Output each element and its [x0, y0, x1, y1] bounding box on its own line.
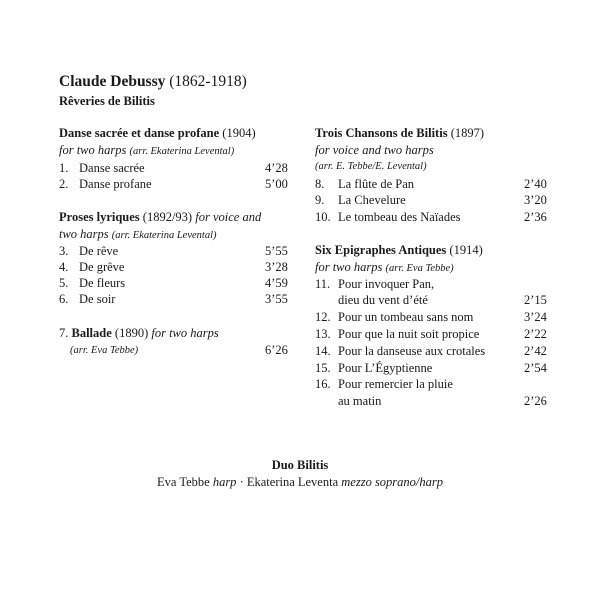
track-number: 7.	[59, 326, 69, 340]
track-row	[315, 193, 547, 208]
track-row	[315, 277, 435, 292]
track-number: 4.	[59, 260, 69, 274]
track-row	[315, 210, 547, 225]
work-name: Proses lyriques	[59, 210, 140, 224]
instrumentation: for voice and	[195, 210, 262, 224]
separator: ·	[239, 475, 244, 489]
composer-dates: (1862-1918)	[169, 73, 247, 90]
track-title-cont: au matin	[338, 394, 382, 408]
track-title-cont: dieu du vent d’été	[338, 293, 428, 307]
track-row	[59, 276, 288, 291]
arranger: (arr. E. Tebbe/E. Levental)	[315, 161, 427, 172]
arranger: (arr. Ekaterina Levental)	[111, 230, 217, 241]
performer-name: Eva Tebbe	[156, 475, 210, 489]
track-title: Pour invoquer Pan,	[338, 277, 435, 291]
work-instrumentation	[315, 260, 454, 275]
ensemble-name	[0, 458, 600, 473]
track-title: Danse profane	[79, 177, 152, 191]
composer-name: Claude Debussy	[59, 73, 166, 90]
track-title: De rêve	[79, 244, 119, 258]
arranger: (arr. Ekaterina Levental)	[129, 146, 235, 157]
track-row	[315, 361, 547, 376]
track-row	[59, 244, 288, 259]
work-name: Trois Chansons de Bilitis	[315, 126, 448, 140]
track-duration: 4’28	[265, 161, 288, 175]
track-number: 1.	[59, 161, 69, 175]
work-title-proses	[59, 210, 261, 225]
track-row	[59, 260, 288, 275]
track-number: 6.	[59, 292, 69, 306]
track-number: 10.	[315, 210, 331, 224]
track-number: 13.	[315, 327, 331, 341]
track-duration: 3’28	[265, 260, 288, 274]
track-number: 8.	[315, 177, 325, 191]
track-title: Pour que la nuit soit propice	[338, 327, 480, 341]
performers-line	[0, 475, 600, 490]
track-number: 2.	[59, 177, 69, 191]
instrumentation: for two harps	[59, 143, 127, 157]
track-number: 11.	[315, 277, 331, 291]
instrumentation: for two harps	[315, 260, 383, 274]
track-duration: 3’24	[524, 310, 547, 324]
work-name: Ballade	[71, 326, 112, 340]
instrumentation-cont: two harps	[59, 227, 109, 241]
work-year: (1914)	[449, 243, 483, 257]
track-row	[59, 161, 288, 176]
track-title: Pour L’Égyptienne	[338, 361, 433, 375]
track-title: Pour la danseuse aux crotales	[338, 344, 486, 358]
arranger: (arr. Eva Tebbe)	[70, 345, 139, 356]
work-title-danse	[59, 126, 256, 141]
track-row	[315, 310, 547, 325]
work-name: Danse sacrée et danse profane	[59, 126, 220, 140]
track-row	[315, 177, 547, 192]
track-number: 5.	[59, 276, 69, 290]
performer-instrument: harp	[212, 475, 237, 489]
track-title: Danse sacrée	[79, 161, 145, 175]
work-year: (1890)	[114, 326, 149, 340]
track-title: De grêve	[79, 260, 125, 274]
arranger: (arr. Eva Tebbe)	[385, 263, 454, 274]
track-number: 16.	[315, 377, 331, 391]
track-duration: 2’26	[524, 394, 547, 408]
track-duration: 2’15	[524, 293, 547, 307]
work-title-ballade	[59, 326, 219, 341]
track-duration: 6’26	[265, 343, 288, 357]
work-year: (1904)	[222, 126, 256, 140]
track-row	[315, 327, 547, 342]
track-row	[59, 177, 288, 192]
instrumentation: for voice and two harps	[315, 143, 434, 157]
work-instrumentation	[59, 227, 216, 242]
work-name: Six Epigraphes Antiques	[315, 243, 447, 257]
track-row	[315, 344, 547, 359]
track-title: La Chevelure	[338, 193, 406, 207]
track-title: Le tombeau des Naïades	[338, 210, 461, 224]
performer-name: Ekaterina Leventa	[246, 475, 339, 489]
track-title: De soir	[79, 292, 116, 306]
collection-title: Rêveries de Bilitis	[59, 94, 155, 108]
track-duration: 5’55	[265, 244, 288, 258]
track-title: Pour un tombeau sans nom	[338, 310, 474, 324]
track-duration: 3’20	[524, 193, 547, 207]
track-duration: 2’40	[524, 177, 547, 191]
track-title: Pour remercier la pluie	[338, 377, 453, 391]
track-duration: 3’55	[265, 292, 288, 306]
work-instrumentation	[59, 143, 234, 158]
track-title: De fleurs	[79, 276, 126, 290]
track-row	[59, 292, 288, 307]
track-duration: 2’54	[524, 361, 547, 375]
track-duration: 2’22	[524, 327, 547, 341]
track-number: 12.	[315, 310, 331, 324]
work-title-chansons	[315, 126, 484, 141]
track-duration: 2’36	[524, 210, 547, 224]
track-number: 15.	[315, 361, 331, 375]
work-title-epigraphes	[315, 243, 483, 258]
instrumentation: for two harps	[151, 326, 219, 340]
work-year: (1897)	[450, 126, 485, 140]
ensemble-title: Duo Bilitis	[271, 458, 329, 472]
track-number: 3.	[59, 244, 69, 258]
composer-line	[59, 73, 247, 91]
track-row	[315, 377, 453, 392]
track-duration: 5’00	[265, 177, 288, 191]
track-title: La flûte de Pan	[338, 177, 415, 191]
track-number: 14.	[315, 344, 331, 358]
track-duration: 2’42	[524, 344, 547, 358]
performer-instrument: mezzo soprano/harp	[341, 475, 444, 489]
work-year: (1892/93)	[142, 210, 193, 224]
track-duration: 4’59	[265, 276, 288, 290]
track-number: 9.	[315, 193, 325, 207]
